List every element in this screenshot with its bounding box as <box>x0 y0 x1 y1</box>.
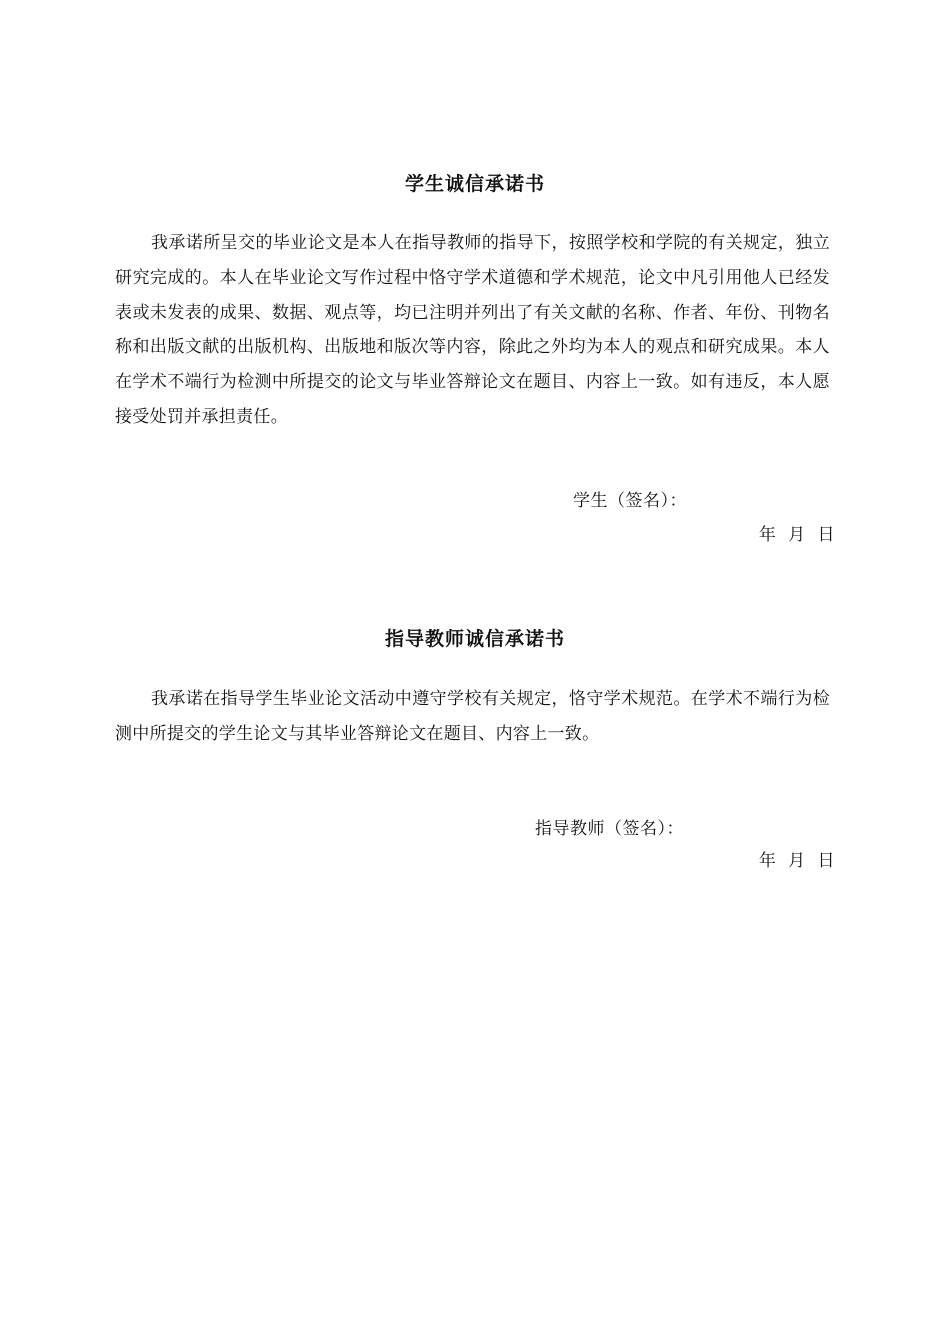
advisor-pledge-body: 我承诺在指导学生毕业论文活动中遵守学校有关规定，恪守学术规范。在学术不端行为检测中所提交的学生论文与其毕业答辩论文在题目、内容上一致。 <box>115 689 830 744</box>
student-date-label: 年 月 日 <box>758 525 835 545</box>
student-pledge-body: 我承诺所呈交的毕业论文是本人在指导教师的指导下，按照学校和学院的有关规定，独立研究完成的。本人在毕业论文写作过程中恪守学术道德和学术规范，论文中凡引用他人已经发表或未发表的成果、数据、观点等，均已注明并列出了有关文献的名称、作者、年份、刊物名称和出版文献的出版机构、出版地和版次等内容，除此之外均为本人的观点和研究成果。本人在学术不端行为检测中所提交的论文与毕业答辩论文在题目、内容上一致。如有违反，本人愿接受处罚并承担责任。 <box>115 233 830 427</box>
advisor-signature-label: 指导教师（签名）： <box>535 819 684 839</box>
advisor-date-label: 年 月 日 <box>758 851 835 871</box>
student-pledge-title: 学生诚信承诺书 <box>404 173 545 195</box>
advisor-pledge-title: 指导教师诚信承诺书 <box>384 628 565 650</box>
student-signature-label: 学生（签名）： <box>573 491 687 511</box>
